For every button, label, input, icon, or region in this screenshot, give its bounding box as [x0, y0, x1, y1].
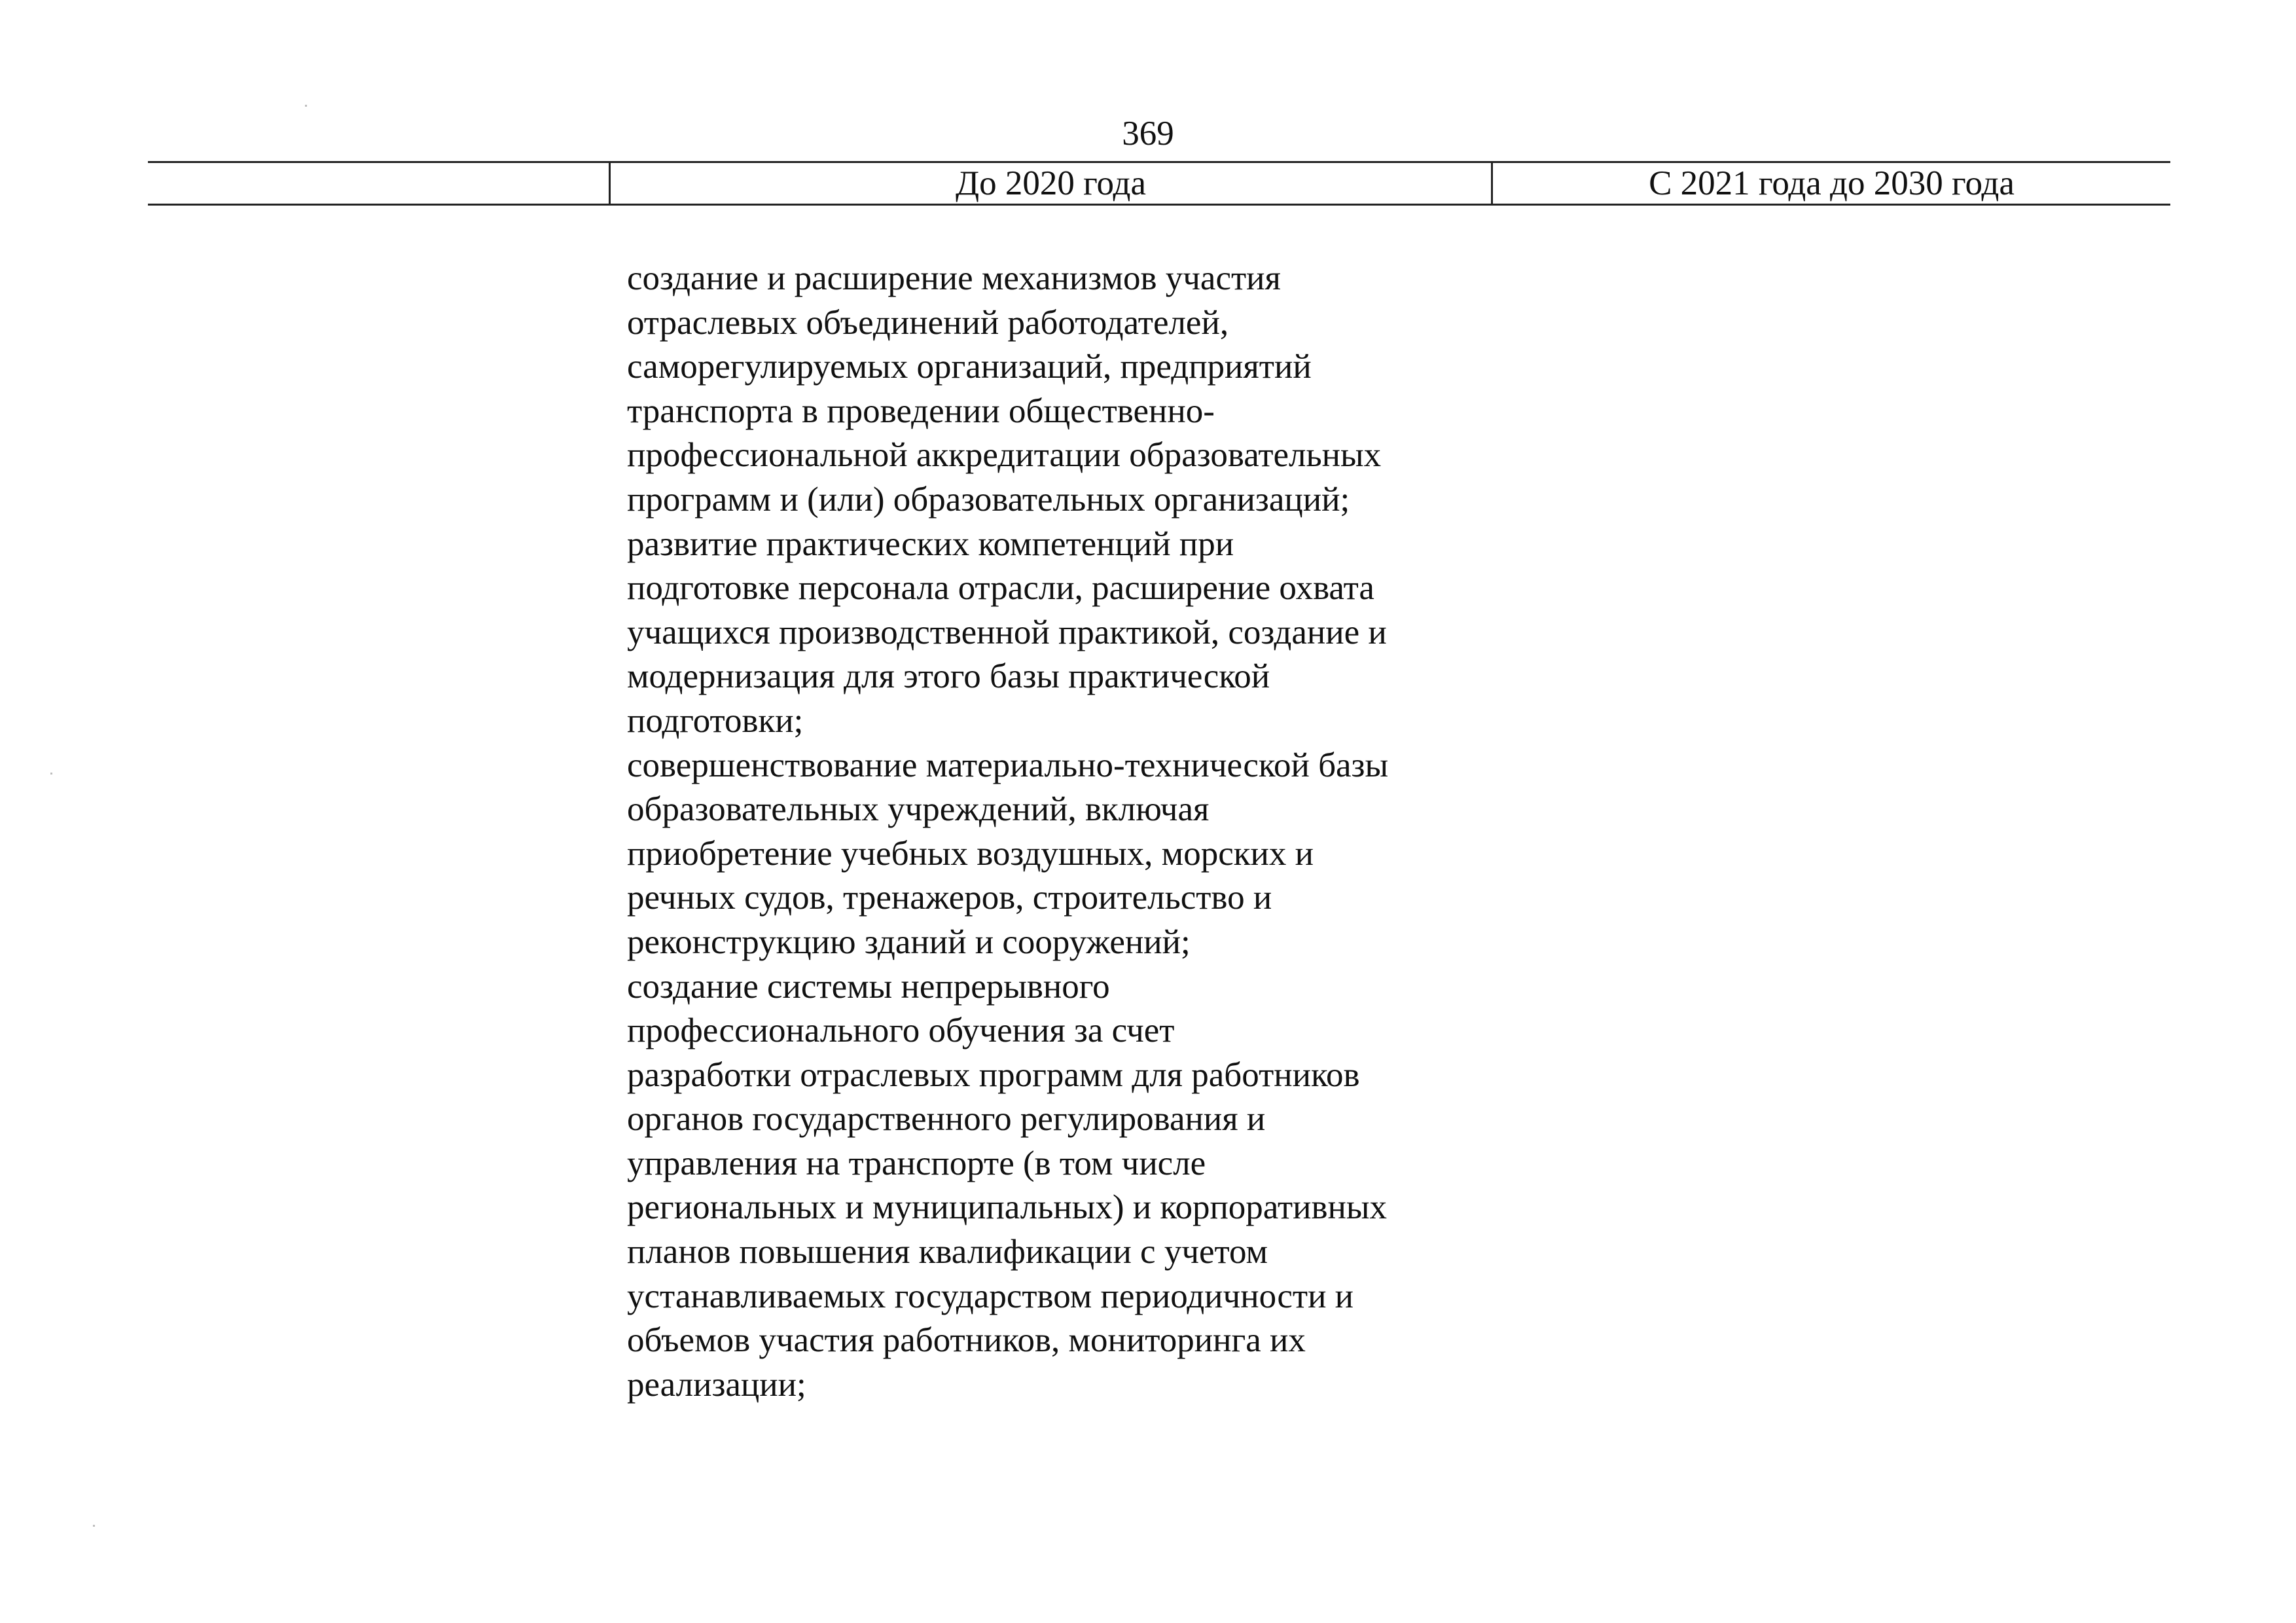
text-line: учащихся производственной практикой, создание и [627, 613, 1387, 651]
header-cell-empty [148, 163, 611, 204]
text-line: модернизация для этого базы практической [627, 657, 1270, 696]
text-line: органов государственного регулирования и [627, 1100, 1266, 1139]
text-line: транспорта в проведении общественно- [627, 392, 1215, 430]
table-header [148, 161, 2170, 206]
text-line: устанавливаемых государством периодичности и [627, 1277, 1354, 1315]
text-line: профессионального обучения за счет [627, 1012, 1175, 1050]
text-line: реконструкцию зданий и сооружений; [627, 922, 1191, 961]
text-line: образовательных учреждений, включая [627, 790, 1210, 829]
scan-speck [50, 773, 52, 775]
text-line: управления на транспорте (в том числе [627, 1144, 1206, 1182]
body-text [627, 257, 1543, 1407]
text-line: реализации; [627, 1365, 806, 1404]
header-cell-until-2020: До 2020 года [611, 163, 1493, 204]
text-line: региональных и муниципальных) и корпоративных [627, 1188, 1387, 1227]
text-line: программ и (или) образовательных организаций; [627, 480, 1350, 519]
text-line: приобретение учебных воздушных, морских и [627, 834, 1314, 873]
text-line: создание системы непрерывного [627, 967, 1110, 1006]
text-line: профессиональной аккредитации образовательных [627, 436, 1382, 475]
text-line: подготовке персонала отрасли, расширение охвата [627, 569, 1374, 608]
text-line: разработки отраслевых программ для работников [627, 1055, 1360, 1094]
text-line: совершенствование материально-технической базы [627, 746, 1389, 784]
page-number: 369 [1122, 115, 1174, 153]
text-line: развитие практических компетенций при [627, 524, 1234, 563]
text-line: саморегулируемых организаций, предприятий [627, 348, 1312, 386]
text-line: создание и расширение механизмов участия [627, 259, 1281, 297]
header-cell-2021-2030: С 2021 года до 2030 года [1649, 164, 2015, 202]
text-line: планов повышения квалификации с учетом [627, 1233, 1268, 1271]
scan-speck [93, 1525, 95, 1527]
scan-speck [305, 105, 307, 107]
text-line: речных судов, тренажеров, строительство и [627, 879, 1272, 917]
text-line: объемов участия работников, мониторинга их [627, 1321, 1306, 1360]
text-line: отраслевых объединений работодателей, [627, 303, 1229, 342]
text-line: подготовки; [627, 701, 804, 740]
